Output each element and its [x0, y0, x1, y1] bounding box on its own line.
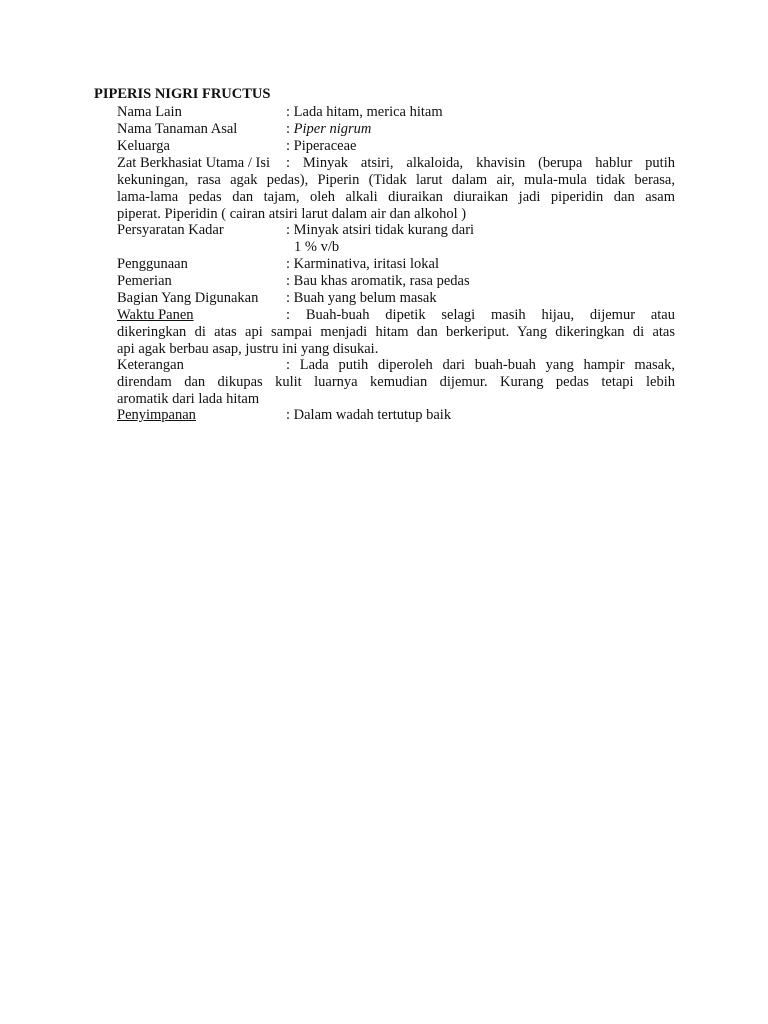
entry-keterangan	[117, 357, 675, 408]
entry-persyaratan-kadar	[117, 222, 675, 256]
entry-pemerian	[117, 273, 675, 290]
waktu-panen-line-1: : Buah-buah dipetik selagi masih hijau, dijemur atau	[286, 307, 675, 323]
entry-bagian-digunakan	[117, 290, 675, 307]
label-penyimpanan: Penyimpanan	[117, 407, 196, 423]
entry-zat-berkhasiat	[117, 155, 675, 223]
label-persyaratan-kadar: Persyaratan Kadar	[117, 222, 224, 238]
keterangan-line-1: : Lada putih diperoleh dari buah-buah yang hampir masak,	[286, 357, 675, 373]
waktu-panen-line-2: dikeringkan di atas api sampai menjadi hitam dan berkeriput. Yang dikeringkan di atas	[117, 324, 675, 340]
label-zat-berkhasiat: Zat Berkhasiat Utama / Isi	[117, 155, 271, 171]
label-pemerian: Pemerian	[117, 273, 172, 289]
value-penggunaan: : Karminativa, iritasi lokal	[286, 256, 440, 272]
keterangan-line-3: aromatik dari lada hitam	[117, 391, 260, 407]
colon-nama-tanaman: :	[286, 121, 294, 137]
zat-line-1: : Minyak atsiri, alkaloida, khavisin (berupa hablur putih	[286, 155, 675, 171]
keterangan-line-2: direndam dan dikupas kulit luarnya kemudian dijemur. Kurang pedas tetapi lebih	[117, 374, 675, 390]
value-pemerian: : Bau khas aromatik, rasa pedas	[286, 273, 470, 289]
value-nama-lain: : Lada hitam, merica hitam	[286, 104, 443, 120]
entry-penggunaan	[117, 256, 675, 273]
entry-nama-tanaman	[117, 121, 675, 138]
value-bagian-digunakan: : Buah yang belum masak	[286, 290, 437, 306]
zat-line-3: lama-lama pedas dan tajam, oleh alkali diuraikan diuraikan jadi piperidin dan asam	[117, 189, 675, 205]
entry-nama-lain	[117, 104, 675, 121]
label-bagian-digunakan: Bagian Yang Digunakan	[117, 290, 259, 306]
entry-keluarga	[117, 138, 675, 155]
zat-line-4: piperat. Piperidin ( cairan atsiri larut dalam air dan alkohol )	[117, 206, 467, 222]
value-persyaratan-kadar: : Minyak atsiri tidak kurang dari	[286, 222, 475, 238]
document-title: PIPERIS NIGRI FRUCTUS	[94, 86, 271, 102]
waktu-panen-line-3: api agak berbau asap, justru ini yang disukai.	[117, 341, 379, 357]
label-keluarga: Keluarga	[117, 138, 170, 154]
entry-waktu-panen	[117, 307, 675, 358]
label-keterangan: Keterangan	[117, 357, 184, 373]
label-nama-tanaman: Nama Tanaman Asal	[117, 121, 238, 137]
entry-penyimpanan	[117, 407, 675, 424]
value-persyaratan-kadar-2: 1 % v/b	[294, 239, 340, 255]
label-waktu-panen: Waktu Panen	[117, 307, 194, 323]
value-keluarga: : Piperaceae	[286, 138, 357, 154]
value-penyimpanan: : Dalam wadah tertutup baik	[286, 407, 452, 423]
label-penggunaan: Penggunaan	[117, 256, 188, 272]
label-nama-lain: Nama Lain	[117, 104, 182, 120]
value-nama-tanaman	[286, 121, 371, 138]
species-name: Piper nigrum	[293, 121, 372, 137]
zat-line-2: kekuningan, rasa agak pedas), Piperin (Tidak larut dalam air, mula-mula tidak berasa,	[117, 172, 675, 188]
